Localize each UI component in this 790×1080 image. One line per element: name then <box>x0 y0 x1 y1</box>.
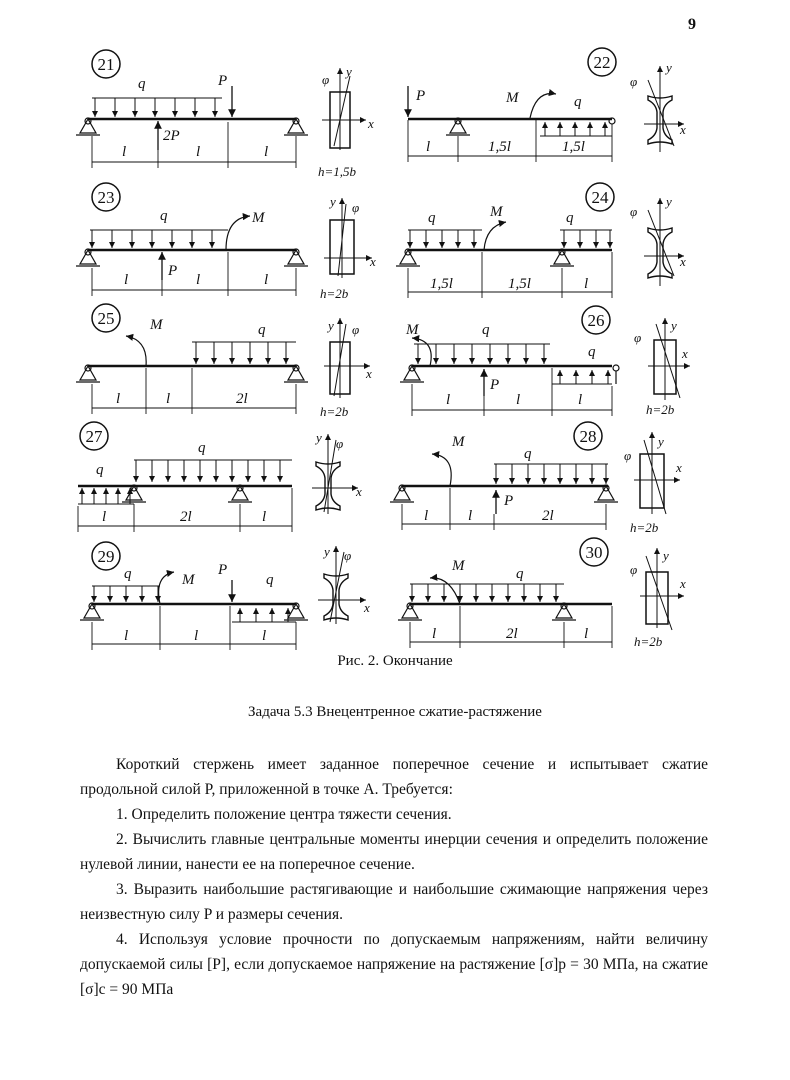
svg-text:φ: φ <box>630 204 638 219</box>
problem-number: 25 <box>97 309 115 328</box>
dimension-label: l <box>116 391 121 407</box>
load-label: q <box>96 462 104 478</box>
rectangular-section <box>624 432 682 535</box>
dimension-label: l <box>584 626 589 642</box>
dimension-label: l <box>102 509 107 525</box>
section-note: h=2b <box>630 520 659 535</box>
rectangular-section <box>320 194 376 301</box>
dimension-label: 1,5l <box>562 139 585 155</box>
svg-text:y: y <box>346 64 352 79</box>
problem-28 <box>390 422 682 535</box>
rectangular-section <box>318 64 374 179</box>
rectangular-section <box>634 318 690 417</box>
svg-text:y: y <box>663 548 669 563</box>
dimension-label: l <box>262 509 267 525</box>
dimension-label: l <box>264 144 269 160</box>
task-paragraph: 4. Используя условие прочности по допускаемым напряжениям, найти величину допускаемой силы [P], если допускаемое напряжение на растяжение [σ]p = 30 МПа, на сжатие [σ]c = 90 МПа <box>80 931 708 998</box>
problem-24 <box>396 183 686 298</box>
load-label: q <box>588 344 596 360</box>
svg-text:φ: φ <box>322 72 330 87</box>
load-label: q <box>266 572 274 588</box>
load-label: P <box>168 263 178 279</box>
load-label: q <box>482 322 490 338</box>
problem-23 <box>76 183 376 301</box>
svg-text:x: x <box>364 600 370 615</box>
problem-number: 27 <box>85 427 103 446</box>
load-label: P <box>490 377 500 393</box>
load-label: P <box>218 562 228 578</box>
load-label: P <box>416 88 426 104</box>
load-label: M <box>182 572 195 588</box>
i-beam-section <box>312 430 362 514</box>
problem-21 <box>76 50 374 179</box>
svg-text:x: x <box>676 460 682 475</box>
dimension-label: l <box>432 626 437 642</box>
task-paragraph: 1. Определить положение центра тяжести сечения. <box>116 806 452 823</box>
dimension-label: 2l <box>180 509 192 525</box>
dimension-label: l <box>264 272 269 288</box>
problem-number: 29 <box>97 547 115 566</box>
svg-text:φ: φ <box>624 448 632 463</box>
dimension-label: 2l <box>506 626 518 642</box>
svg-text:y: y <box>658 434 664 449</box>
svg-text:x: x <box>682 346 688 361</box>
problem-30 <box>398 538 686 649</box>
dimension-label: l <box>262 628 267 644</box>
svg-text:x: x <box>680 576 686 591</box>
problem-29 <box>80 542 370 650</box>
problem-number: 22 <box>593 53 611 72</box>
svg-text:x: x <box>370 254 376 269</box>
svg-text:x: x <box>366 366 372 381</box>
page-number: 9 <box>688 16 696 33</box>
svg-text:y: y <box>666 60 672 75</box>
dimension-label: 1,5l <box>488 139 511 155</box>
dimension-label: l <box>578 392 583 408</box>
problem-number: 23 <box>97 188 115 207</box>
section-note: h=2b <box>634 634 663 649</box>
problem-26 <box>400 306 690 417</box>
dimension-label: l <box>426 139 431 155</box>
dimension-label: l <box>196 144 201 160</box>
load-label: q <box>524 446 532 462</box>
rectangular-section <box>630 548 686 649</box>
task-paragraph: 2. Вычислить главные центральные моменты инерции сечения и определить положение нулевой линии, нанести ее на поперечное сечение. <box>80 831 708 873</box>
task-paragraph: Короткий стержень имеет заданное поперечное сечение и испытывает сжатие продольной силой P, приложенной в точке A. Требуется: <box>80 756 708 798</box>
section-note: h=2b <box>646 402 675 417</box>
dimension-label: l <box>584 276 589 292</box>
dimension-label: l <box>468 508 473 524</box>
svg-text:φ: φ <box>352 200 360 215</box>
dimension-label: 1,5l <box>430 276 453 292</box>
load-label: M <box>452 434 465 450</box>
load-label: P <box>504 493 514 509</box>
svg-text:φ: φ <box>630 562 638 577</box>
problem-number: 30 <box>585 543 603 562</box>
i-beam-section <box>630 60 686 152</box>
problem-number: 24 <box>591 188 609 207</box>
load-label: q <box>574 94 582 110</box>
load-label: M <box>506 90 519 106</box>
load-label: q <box>566 210 574 226</box>
load-label: M <box>452 558 465 574</box>
rectangular-section <box>320 318 372 419</box>
load-label: M <box>406 322 419 338</box>
svg-text:φ: φ <box>634 330 642 345</box>
task-paragraph: 3. Выразить наибольшие растягивающие и наибольшие сжимающие напряжения через неизвестную силу P и размеры сечения. <box>80 881 708 923</box>
task-body <box>80 752 708 1002</box>
dimension-label: l <box>166 391 171 407</box>
svg-text:y: y <box>324 544 330 559</box>
svg-text:y: y <box>666 194 672 209</box>
svg-text:φ: φ <box>336 436 344 451</box>
svg-text:x: x <box>680 254 686 269</box>
load-label: M <box>252 210 265 226</box>
i-beam-section <box>318 544 370 624</box>
problem-27 <box>78 422 362 532</box>
problem-25 <box>76 304 372 419</box>
problem-22 <box>408 48 686 162</box>
dimension-label: l <box>124 272 129 288</box>
load-label: q <box>124 566 132 582</box>
svg-text:x: x <box>680 122 686 137</box>
dimension-label: l <box>446 392 451 408</box>
svg-text:y: y <box>328 318 334 333</box>
dimension-label: l <box>122 144 127 160</box>
dimension-label: l <box>424 508 429 524</box>
load-label: P <box>218 73 228 89</box>
load-label: q <box>160 208 168 224</box>
load-label: M <box>150 317 163 333</box>
svg-text:y: y <box>330 194 336 209</box>
svg-text:y: y <box>316 430 322 445</box>
section-note: h=1,5b <box>318 164 357 179</box>
svg-text:y: y <box>671 318 677 333</box>
dimension-label: 2l <box>542 508 554 524</box>
dimension-label: l <box>196 272 201 288</box>
section-note: h=2b <box>320 404 349 419</box>
dimension-label: l <box>124 628 129 644</box>
svg-text:x: x <box>368 116 374 131</box>
i-beam-section <box>630 194 686 286</box>
figure-caption: Рис. 2. Окончание <box>337 653 453 669</box>
task-heading: Задача 5.3 Внецентренное сжатие-растяжение <box>248 704 542 720</box>
svg-text:φ: φ <box>630 74 638 89</box>
section-note: h=2b <box>320 286 349 301</box>
svg-text:φ: φ <box>344 548 352 563</box>
problem-number: 28 <box>579 427 597 446</box>
load-label: q <box>138 76 146 92</box>
load-label: q <box>428 210 436 226</box>
dimension-label: 1,5l <box>508 276 531 292</box>
load-label: M <box>490 204 503 220</box>
dimension-label: l <box>516 392 521 408</box>
load-label: q <box>516 566 524 582</box>
load-label: 2P <box>163 128 180 144</box>
problem-number: 26 <box>587 311 605 330</box>
dimension-label: l <box>194 628 199 644</box>
svg-text:x: x <box>356 484 362 499</box>
problem-number: 21 <box>97 55 115 74</box>
load-label: q <box>258 322 266 338</box>
load-label: q <box>198 440 206 456</box>
dimension-label: 2l <box>236 391 248 407</box>
svg-text:φ: φ <box>352 322 360 337</box>
